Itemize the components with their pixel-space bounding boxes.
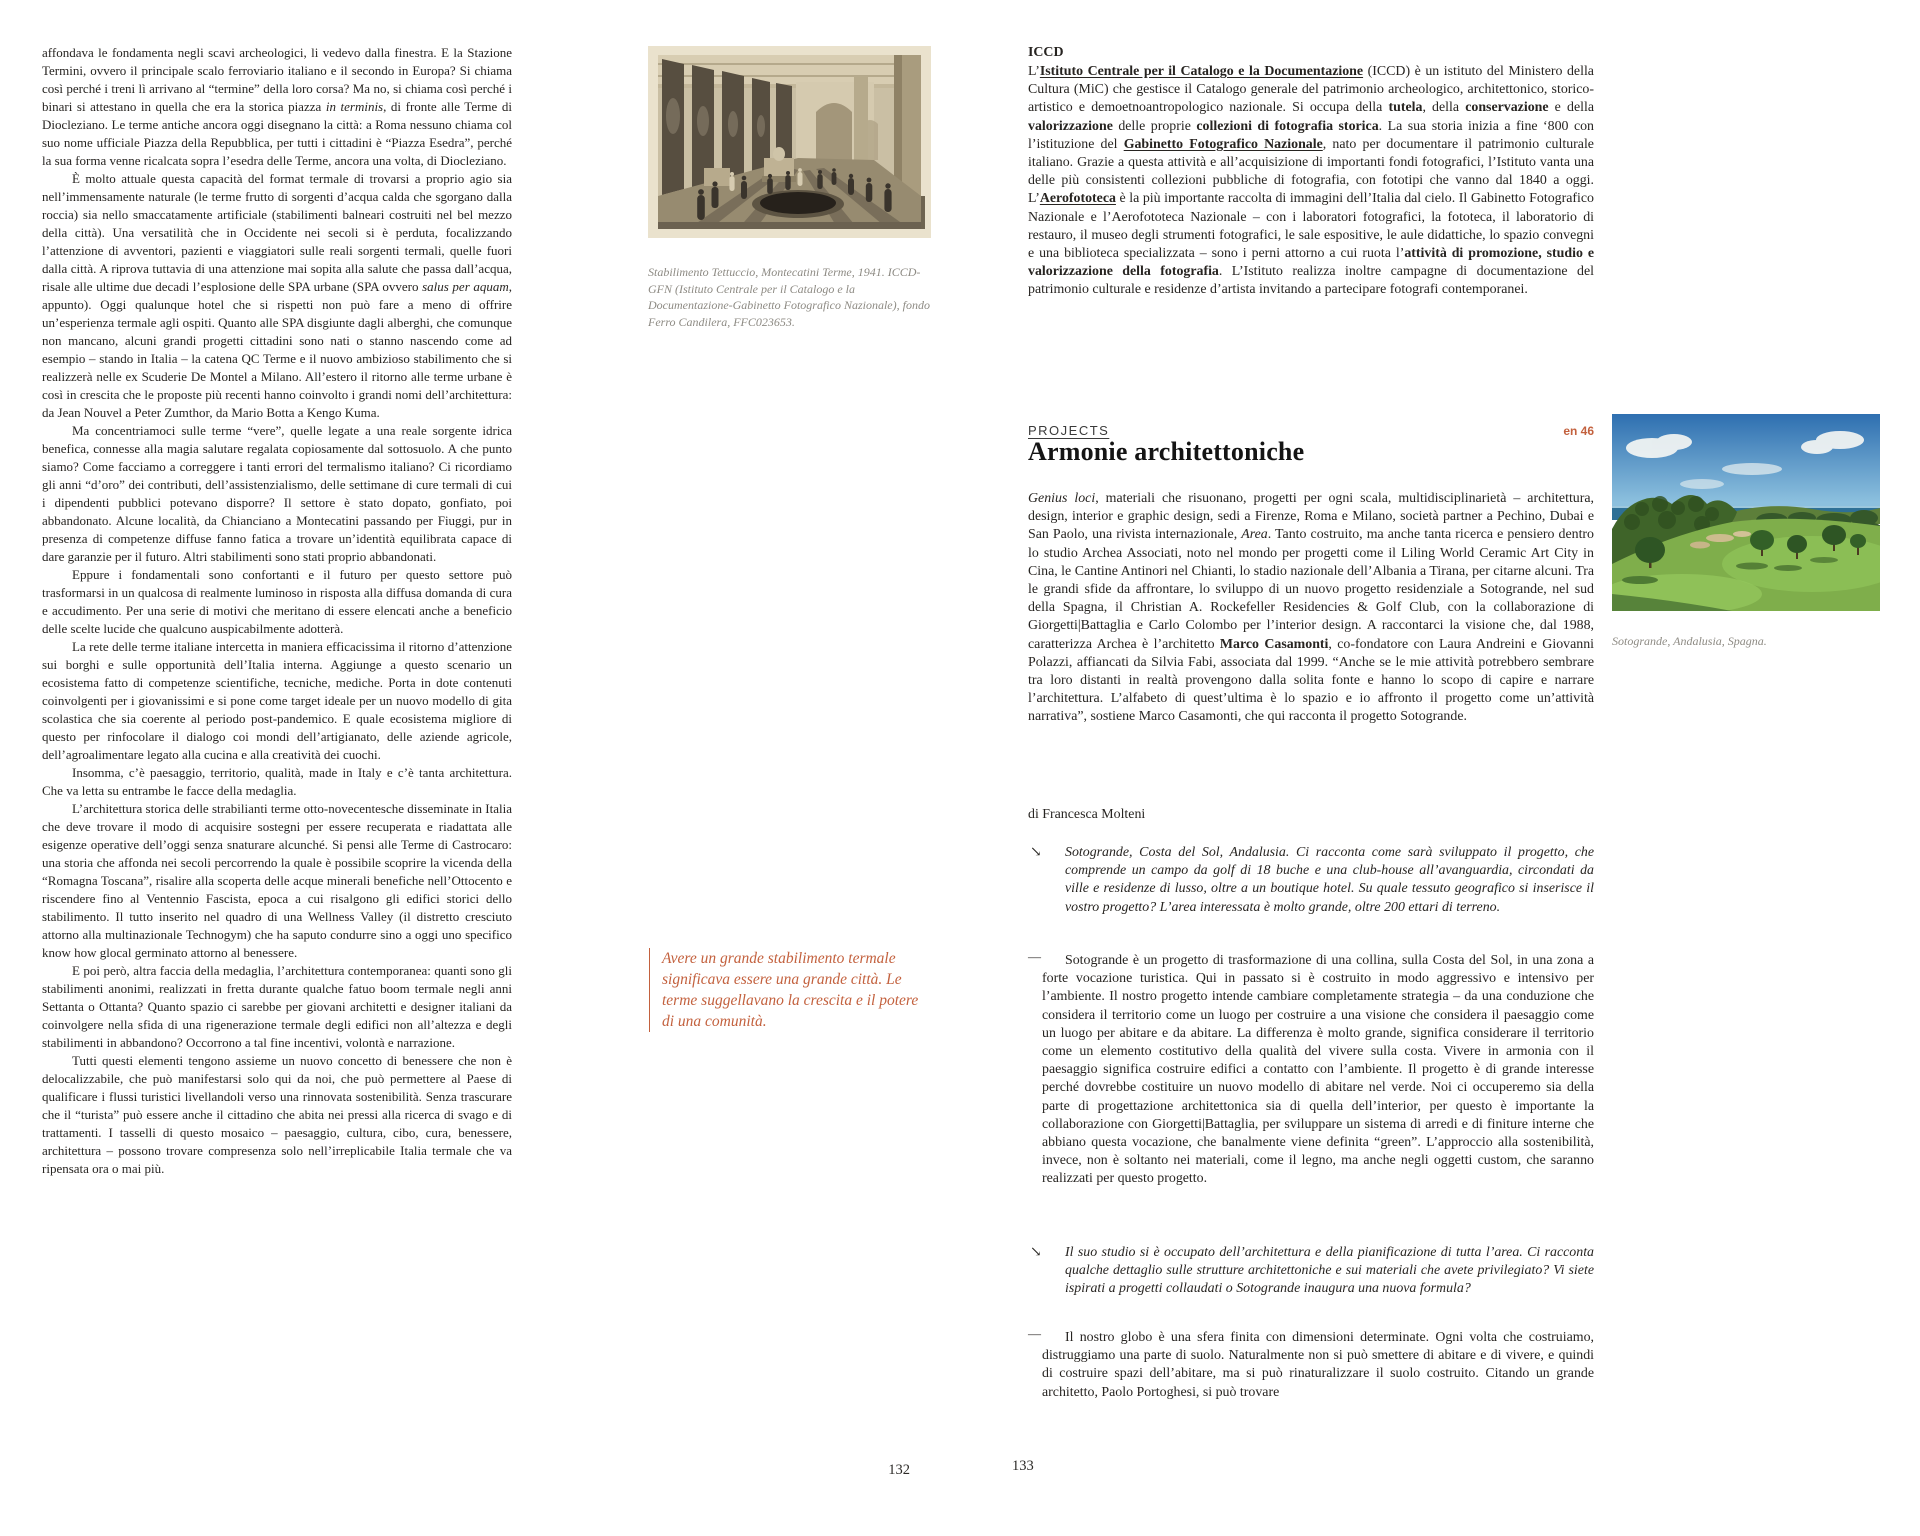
article-paragraph: La rete delle terme italiane intercetta in maniera efficacissima il ritorno d’attenzione sui borghi e sulle opportunità dell’Italia interna. Aggiunge a questo scenario un ecosistema fatto di competenze scientifiche, tecniche, mediche. Porta in dote contenuti coinvolgenti per i giovanissimi e si pone come target ideale per un nuovo modello di gita scolastica che sia coerente al periodo post-pandemico. E quale ecosistema migliore di questo per rinfocolare il dialogo coi mondi dell’artigianato, delle aziende agricole, dell’agroalimentare legato alla cucina e alla creatività dei cuochi.	[42, 639, 512, 762]
iccd-heading: ICCD	[1028, 45, 1064, 60]
article-paragraph: affondava le fondamenta negli scavi archeologici, li vedevo dalla finestra. E la Stazione Termini, ovvero il principale scalo ferroviario italiano e il secondo in Europa? Si chiama così perché i treni lì arrivano al “termine” della loro corsa? Ma no, si chiama così perché i binari si attestano in quella che era la storica piazza in terminis, di fronte alle Terme di Diocleziano. Le terme antiche ancora oggi disegnano la città: a Roma nessuno chiama col suo nome ufficiale Piazza della Repubblica, per tutti i cittadini è “Piazza Esedra”, perché la sua forma venne ricalcata sopra l’esedra delle Terme, ancora una volta, di Diocleziano.	[42, 45, 512, 168]
answer-dash-icon: —	[1028, 1326, 1041, 1341]
pull-quote: Avere un grande stabilimento termale significava essere una grande città. Le terme suggellavano la crescita e il potere di una comunità.	[649, 948, 930, 1032]
interview-question-text: Il suo studio si è occupato dell’architettura e della pianificazione di tutta l’area. Ci racconta qualche dettaglio sulle strutture architettoniche e sui materiali che avete privilegiato? Vi siete ispirati a progetti collaudati o Sotogrande inaugura una nuova formula?	[1065, 1245, 1594, 1297]
article-intro: Genius loci, materiali che risuonano, progetti per ogni scala, multidisciplinarietà – architettura, design, interior e graphic design, sedi a Firenze, Roma e Milano, società partner a Pechino, Dubai e San Paolo, una rivista internazionale, Area. Tanto costruito, ma anche tanta ricerca e pensiero dentro lo studio Archea Associati, noto nel mondo per progetti come il Liling World Ceramic Art City in Cina, le Cantine Antinori nel Chianti, lo stadio nazionale dell’Albania a Tirana, per citarne alcuni. Tra le grandi sfide da affrontare, lo sviluppo di un nuovo progetto residenziale a Sotogrande, nel sud della Spagna, il Christian A. Rockefeller Residencies & Golf Club, con la collaborazione di Giorgetti|Battaglia e Carlo Colombo per l’interior design. A raccontarci la visione che, dal 1988, caratterizza Archea è l’architetto Marco Casamonti, co-fondatore con Laura Andreini e Giovanni Polazzi, affiancati da Silvia Fabi, associata dal 1999. “Anche se le mie attività potrebbero sembrare tra loro distanti in realtà provengono dalla solita fonte e hanno lo scopo di capire e narrare l’architettura. L’alfabeto di quest’ultima è lo spazio e io affronto il progetto come un’attività narrativa”, sostiene Marco Casamonti, che qui racconta il progetto Sotogrande.	[1028, 491, 1595, 725]
question-arrow-icon: ↘	[1030, 845, 1042, 860]
photo-caption: Sotogrande, Andalusia, Spagna.	[1612, 634, 1767, 648]
answer-dash-icon: —	[1028, 949, 1041, 964]
interview-answer-text: Sotogrande è un progetto di trasformazione di una collina, sulla Costa del Sol, in una zona a forte vocazione turistica. Qui in passato si è costruito in modo aggressivo e intensivo per l’ambiente. Il nostro progetto intende cambiare completamente strategia – da una conduzione che considera il territorio come un luogo per costruire a una visione che considera il paesaggio come un luogo per abitare e da abitare. La differenza è molto grande, significa considerare il territorio come un elemento costitutivo della qualità del vivere sulla costa. Vivere in armonia con il paesaggio significa costruire edifici a contatto con l’ambiente. Il progetto è di grande interesse perché dovrebbe costituire un nuovo modello di abitare nel verde. Noi ci occuperemo sia della parte di progettazione architettonica sia di quella dell’interior, per questo è importante la collaborazione con Giorgetti|Battaglia, per sviluppare un sistema di arredi e di finiture interne che abbiano questa vocazione, che banalmente viene definita “green”. L’approccio alla sostenibilità, invece, non è soltanto nei materiali, come il legno, ma anche negli oggetti custom, che saranno realizzati per questo progetto.	[1042, 953, 1594, 1187]
page-number-left: 132	[888, 1462, 910, 1478]
section-kicker: PROJECTS	[1028, 423, 1110, 438]
article-paragraph: E poi però, altra faccia della medaglia, l’architettura contemporanea: quanti sono gli stabilimenti anonimi, realizzati in fretta durante qualche fatuo boom termale negli anni Settanta o Ottanta? Quanto spazio ci sarebbe per giovani architetti e designer italiani da coinvolgere nella sfida di una rigenerazione termale degli edifici non all’altezza e degli stabilimenti in abbandono? Occorrono a tal fine incentivi, volontà e narrazione.	[42, 963, 512, 1050]
golf-course-illustration	[1612, 414, 1880, 611]
interview-question-text: Sotogrande, Costa del Sol, Andalusia. Ci racconta come sarà sviluppato il progetto, che comprende un campo da golf di 18 buche e una club-house all’avanguardia, circondati da ville e residenze di lusso, oltre a un boutique hotel. Su quale tessuto geografico si inserisce il vostro progetto? L’area interessata è molto grande, oltre 200 ettari di terreno.	[1065, 845, 1594, 915]
article-paragraph: Insomma, c’è paesaggio, territorio, qualità, made in Italy e c’è tanta architettura. Che va letta su entrambe le facce della medaglia.	[42, 765, 512, 798]
golf-course-photo	[1612, 414, 1880, 611]
interview-question	[1028, 1244, 1594, 1299]
article-paragraph: Ma concentriamoci sulle terme “vere”, quelle legate a una reale sorgente idrica benefica, connesse alla magia salutare regalata copiosamente dal sottosuolo. A che punto siamo? Come facciamo a correggere i tanti errori del termalismo italiano? Ci ricordiamo gli anni “d’oro” dei contributi, dell’assistenzialismo, delle settimane di cure termali di cui i dipendenti pubblici potevano disporre? Il settore è stato dopato, gonfiato, poi abbandonato. Alcune località, da Chianciano a Montecatini passando per Fiuggi, pur in presenza di competenze diffuse fanno fatica a trovare un’identità equilibrata capace di dare garanzie per il futuro. Altri stabilimenti sono stati proprio abbandonati.	[42, 423, 512, 564]
vintage-spa-hall-illustration	[648, 46, 931, 238]
article-paragraph: Eppure i fondamentali sono confortanti e il futuro per questo settore può trasformarsi in un qualcosa di realmente luminoso in risposta alla diffusa domanda di cura e accudimento. Per una serie di motivi che meritano di essere elencati anche a beneficio delle scelte lucide che qualcuno auspicabilmente adotterà.	[42, 567, 512, 636]
photo-caption: Stabilimento Tettuccio, Montecatini Terme, 1941. ICCD-GFN (Istituto Centrale per il Catalogo e la Documentazione-Gabinetto Fotografico Nazionale), fondo Ferro Candilera, FFC023653.	[648, 265, 930, 329]
interview-answer	[1028, 1326, 1594, 1402]
article-paragraph: È molto attuale questa capacità del format termale di trovarsi a proprio agio sia nell’immensamente naturale (le terme frutto di sorgenti d’acqua calda che sgorgano dalla roccia) sia nello smaccatamente artificiale (stabilimenti balneari costruiti nel bel mezzo della città). Una versatilità che in Occidente nei secoli si è perduta, focalizzando l’attenzione di avventori, pazienti e viaggiatori sulle reali sorgenti termali, quelle fuori dalla città. A riprova tuttavia di una attenzione mai sopita alla salute che passa dall’acqua, risale alle ultime due decadi l’esplosione delle SPA urbane (SPA ovvero salus per aquam, appunto). Oggi qualunque hotel che si rispetti non può fare a meno di offrire un’esperienza termale agli ospiti. Quanto alle SPA disgiunte dagli alberghi, che comunque non mancano, alcuni grandi progetti cittadini sono nati o stanno nascendo come ad esempio – stando in Italia – la catena QC Terme e il nuovo ambizioso stabilimento che si realizzerà nelle ex Scuderie De Montel a Milano. All’estero il ritorno alle terme urbane è così in crescita che le proposte più recenti hanno coinvolto i grandi nomi dell’architettura: da Jean Nouvel a Peter Zumthor, da Mario Botta a Kengo Kuma.	[42, 171, 512, 420]
article-paragraph: Tutti questi elementi tengono assieme un nuovo concetto di benessere che non è delocalizzabile, che può manifestarsi solo qui da noi, che può permettere al Paese di qualificare i flussi turistici livellandoli verso una rinnovata sostenibilità. Senza trascurare che il “turista” può essere anche il cittadino che abita nei pressi alla ricerca di svago e di trattamenti. I tasselli di questo mosaico – paesaggio, cultura, cibo, cura, benessere, architettura – possono trovare compresenza solo nell’irreplicabile Italia termale che va ripensata ora o mai più.	[42, 1053, 512, 1176]
byline: di Francesca Molteni	[1028, 807, 1146, 822]
article-title: Armonie architettoniche	[1028, 437, 1305, 466]
translation-ref-tag: en 46	[1563, 424, 1594, 438]
question-arrow-icon: ↘	[1030, 1245, 1042, 1260]
page-number-right: 133	[1012, 1458, 1034, 1474]
interview-answer-text: Il nostro globo è una sfera finita con dimensioni determinate. Ogni volta che costruiamo, distruggiamo una parte di suolo. Naturalmente non si può smettere di abitare e di vivere, e quindi di costruire spazi dell’abitare, ma si può rinaturalizzare il suolo costruito. Citando un grande architetto, Paolo Portoghesi, si può trovare	[1042, 1330, 1594, 1400]
article-paragraph: L’architettura storica delle strabilianti terme otto-novecentesche disseminate in Italia che deve trovare il modo di acquisire sostegni per essere recuperata e riadattata alle esigenze operative dell’oggi senza snaturare alcunché. Si pensi alle Terme di Castrocaro: una storia che affonda nei secoli percorrendo la quale è possibile scoprire la vicenda della “Romagna Toscana”, risalire alla scoperta delle acque minerali benefiche nell’Ottocento e riscendere fino al Ventennio Fascista, epoca a cui risalgono gli edifici storici dello stabilimento. Il tutto inserito nel quadro di una Wellness Valley (il distretto cresciuto attorno alla multinazionale Technogym) che ha saputo condurre sino a oggi uno specifico know how glocal germinato attorno al benessere.	[42, 801, 512, 960]
iccd-paragraph: L’Istituto Centrale per il Catalogo e la Documentazione (ICCD) è un istituto del Ministero della Cultura (MiC) che gestisce il Catalogo generale del patrimonio archeologico, architettonico, storico-artistico e demoetnoantropologico nazionale. Si occupa della tutela, della conservazione e della valorizzazione delle proprie collezioni di fotografia storica. La sua storia inizia a fine ‘800 con l’istituzione del Gabinetto Fotografico Nazionale, nato per documentare il patrimonio culturale italiano. Grazie a questa attività e all’acquisizione di importanti fondi fotografici, l’Istituto vanta una delle più consistenti collezioni pubbliche di fotografia, con fototipi che vanno dal 1840 a oggi. L’Aerofototeca è la più importante raccolta di immagini dell’Italia dal cielo. Il Gabinetto Fotografico Nazionale e l’Aerofototeca Nazionale – con i laboratori fotografici, la fototeca, il laboratorio di restauro, il museo degli strumenti fotografici, le sale espositive, le aule didattiche, lo spazio convegni e una biblioteca specializzata – sono i perni attorno a cui ruota l’attività di promozione, studio e valorizzazione della fotografia. L’Istituto realizza inoltre campagne di documentazione del patrimonio culturale e residenze d’artista invitando a partecipare fotografi contemporanei.	[1028, 64, 1595, 298]
spa-hall-photo	[648, 46, 931, 238]
interview-answer	[1028, 949, 1594, 1189]
article-column-left	[42, 44, 512, 1178]
interview-question	[1028, 844, 1594, 917]
